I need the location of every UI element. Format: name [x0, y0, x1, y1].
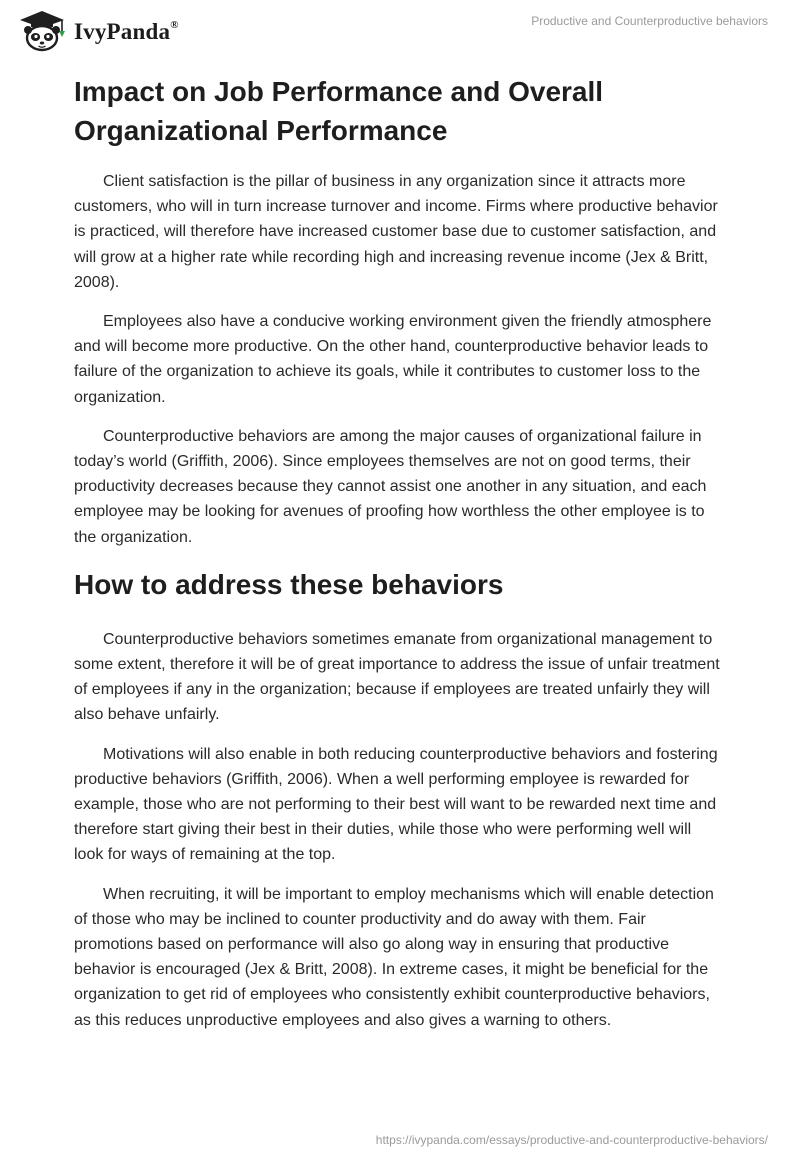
paragraph: Motivations will also enable in both reducing counterproductive behaviors and fostering productive behaviors (Griffith, 2006). When a well performing employee is rewarded for example, those who are not performing to their best will want to be rewarded next time and therefore start giving their best in their duties, while those who were performing well will look for ways of remaining at the top.: [74, 745, 718, 864]
registered-mark: ®: [170, 19, 179, 32]
article-body: [74, 72, 724, 1047]
section-heading-impact: Impact on Job Performance and Overall Organizational Performance: [74, 76, 604, 146]
document-title: Productive and Counterproductive behaviors: [531, 14, 768, 28]
ivypanda-logo[interactable]: [14, 8, 179, 52]
paragraph: Employees also have a conducive working environment given the friendly atmosphere and will become more productive. On the other hand, counterproductive behavior leads to failure of the organization to achieve its goals, while it contributes to customer loss to the organization.: [74, 313, 712, 406]
brand-name: IvyPanda®: [74, 19, 179, 44]
paragraph: Counterproductive behaviors are among the major causes of organizational failure in today’s world (Griffith, 2006). Since employees themselves are not on good terms, their productivity decreases because they cannot assist one another in any situation, and each employee may be looking for avenues of proofing how worthless the other employee is to the organization.: [74, 427, 707, 546]
section-heading-address-behaviors: How to address these behaviors: [74, 568, 504, 600]
page-header: [0, 0, 800, 60]
paragraph: Client satisfaction is the pillar of business in any organization since it attracts more customers, who will in turn increase turnover and income. Firms where productive behavior is practiced, will therefore have increased customer base due to customer satisfaction, and will grow at a higher rate while recording high and increasing revenue income (Jex & Britt, 2008).: [74, 173, 718, 291]
source-url[interactable]: https://ivypanda.com/essays/productive-and-counterproductive-behaviors/: [375, 1133, 768, 1147]
paragraph: Counterproductive behaviors sometimes emanate from organizational management to some extent, therefore it will be of great importance to address the issue of unfair treatment of employees if any in the organization; because if employees are treated unfairly they will also behave unfairly.: [74, 630, 720, 724]
panda-graduation-cap-icon: [14, 8, 70, 52]
paragraph: When recruiting, it will be important to employ mechanisms which will enable detection of those who may be inclined to counter productivity and do away with them. Fair promotions based on performance will also go along way in ensuring that productive behavior is encouraged (Jex & Britt, 2008). In extreme cases, it might be beneficial for the organization to get rid of employees who consistently exhibit counterproductive behaviors, as this reduces unproductive employees and also gives a warning to others.: [74, 885, 714, 1029]
